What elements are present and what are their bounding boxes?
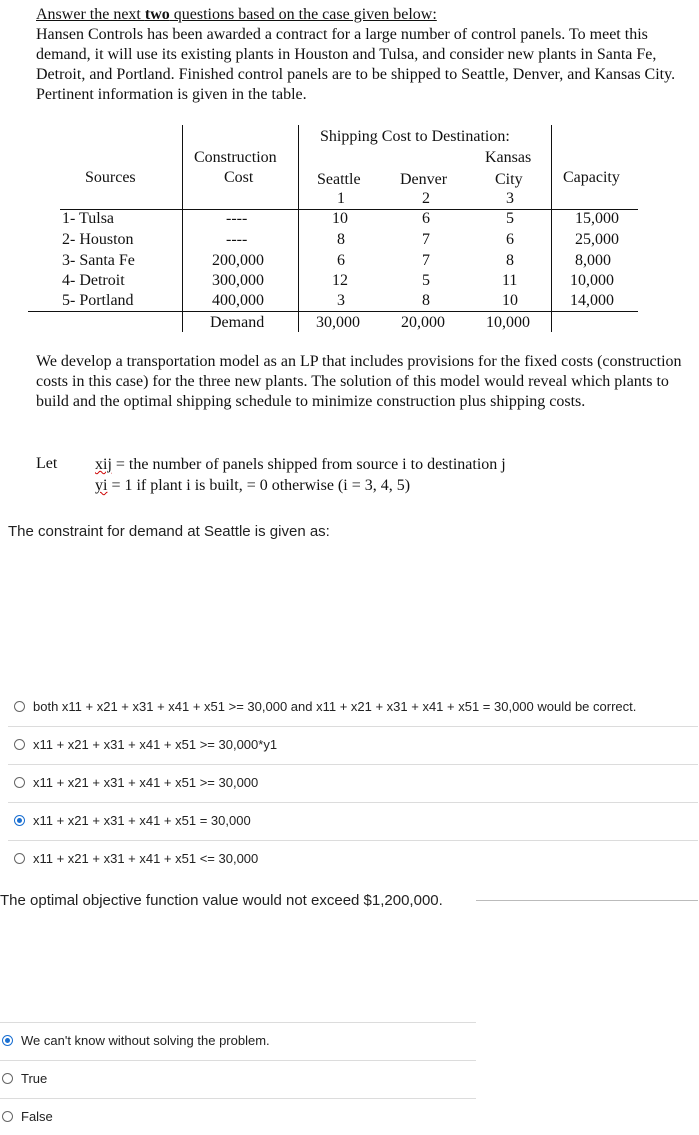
q1-option-5[interactable]: x11 + x21 + x31 + x41 + x51 <= 30,000 xyxy=(14,840,258,877)
radio-button[interactable] xyxy=(14,701,25,712)
cell-cost: 300,000 xyxy=(212,272,264,289)
cell-kansas: 6 xyxy=(506,231,514,248)
definition-x: xij = the number of panels shipped from source i to destination j xyxy=(95,456,506,473)
table-line xyxy=(60,209,638,210)
q1-option-3[interactable]: x11 + x21 + x31 + x41 + x51 >= 30,000 xyxy=(14,764,258,801)
demand-seattle: 30,000 xyxy=(316,314,360,331)
cell-source: 5- Portland xyxy=(62,292,134,309)
radio-button-selected[interactable] xyxy=(14,815,25,826)
header-shipping: Shipping Cost to Destination: xyxy=(320,128,510,145)
case-heading: Answer the next two questions based on the case given below: xyxy=(36,6,437,23)
header-construction-cost: Cost xyxy=(224,169,254,186)
cell-source: 4- Detroit xyxy=(62,272,125,289)
header-kansas-city: City xyxy=(495,171,523,188)
cell-capacity: 10,000 xyxy=(570,272,614,289)
let-label: Let xyxy=(36,455,58,472)
cell-capacity: 14,000 xyxy=(570,292,614,309)
table-line xyxy=(298,125,299,332)
y-symbol: yi xyxy=(95,477,108,494)
q2-option-2[interactable]: True xyxy=(2,1060,47,1097)
cell-source: 1- Tulsa xyxy=(62,210,115,227)
definition-y: yi = 1 if plant i is built, = 0 otherwise (i = 3, 4, 5) xyxy=(95,477,411,494)
radio-button[interactable] xyxy=(14,739,25,750)
cell-cost: ---- xyxy=(226,231,248,248)
header-kansas: Kansas xyxy=(485,149,532,166)
demand-label: Demand xyxy=(210,314,265,331)
question-divider xyxy=(476,900,698,901)
cell-source: 3- Santa Fe xyxy=(62,252,135,269)
table-line xyxy=(182,125,183,332)
question-2-prompt: The optimal objective function value would not exceed $1,200,000. xyxy=(0,892,443,909)
q1-option-2[interactable]: x11 + x21 + x31 + x41 + x51 >= 30,000*y1 xyxy=(14,726,277,763)
radio-button-selected[interactable] xyxy=(2,1035,13,1046)
table-line xyxy=(551,125,552,332)
cell-denver: 6 xyxy=(422,210,430,227)
data-table xyxy=(0,0,699,340)
q1-option-4[interactable]: x11 + x21 + x31 + x41 + x51 = 30,000 xyxy=(14,802,251,839)
model-description: We develop a transportation model as an LP that includes provisions for the fixed costs (construction costs in this case) for the three new plants. The solution of this model would reveal which plants to build and the optimal shipping schedule to minimize construction plus shipping costs. xyxy=(36,353,682,410)
q2-option-1[interactable]: We can't know without solving the problem. xyxy=(2,1022,270,1059)
cell-denver: 5 xyxy=(422,272,430,289)
radio-button[interactable] xyxy=(14,853,25,864)
header-dest-num: 1 xyxy=(337,190,345,207)
header-denver: Denver xyxy=(400,171,448,188)
question-1-prompt: The constraint for demand at Seattle is given as: xyxy=(8,523,330,540)
cell-cost: 200,000 xyxy=(212,252,264,269)
cell-denver: 8 xyxy=(422,292,430,309)
header-capacity: Capacity xyxy=(563,169,620,186)
table-line xyxy=(28,311,638,312)
cell-seattle: 12 xyxy=(332,272,348,289)
q2-option-3[interactable]: False xyxy=(2,1098,53,1135)
header-dest-num: 3 xyxy=(506,190,514,207)
radio-button[interactable] xyxy=(14,777,25,788)
cell-kansas: 11 xyxy=(502,272,518,289)
q1-option-1[interactable]: both x11 + x21 + x31 + x41 + x51 >= 30,000 and x11 + x21 + x31 + x41 + x51 = 30,000 would be correct. xyxy=(14,688,636,725)
cell-capacity: 8,000 xyxy=(575,252,611,269)
option-divider xyxy=(0,1060,476,1061)
cell-seattle: 10 xyxy=(332,210,348,227)
cell-capacity: 25,000 xyxy=(575,231,619,248)
cell-kansas: 5 xyxy=(506,210,514,227)
demand-denver: 20,000 xyxy=(401,314,445,331)
cell-seattle: 8 xyxy=(337,231,345,248)
radio-button[interactable] xyxy=(2,1073,13,1084)
cell-seattle: 6 xyxy=(337,252,345,269)
cell-cost: 400,000 xyxy=(212,292,264,309)
radio-button[interactable] xyxy=(2,1111,13,1122)
demand-kansas: 10,000 xyxy=(486,314,530,331)
cell-kansas: 8 xyxy=(506,252,514,269)
cell-kansas: 10 xyxy=(502,292,518,309)
option-divider xyxy=(0,1098,476,1099)
cell-seattle: 3 xyxy=(337,292,345,309)
cell-source: 2- Houston xyxy=(62,231,134,248)
cell-denver: 7 xyxy=(422,231,430,248)
header-construction: Construction xyxy=(194,149,277,166)
case-intro: Hansen Controls has been awarded a contract for a large number of control panels. To meet this demand, it will use its existing plants in Houston and Tulsa, and consider new plants in Santa Fe, Detroit, and Portland. Finished control panels are to be shipped to Seattle, Denver, and Kansas City. Pertinent information is given in the table. xyxy=(36,26,676,103)
header-seattle: Seattle xyxy=(317,171,361,188)
cell-cost: ---- xyxy=(226,210,248,227)
header-sources: Sources xyxy=(85,169,136,186)
x-symbol: xij xyxy=(95,456,112,473)
header-dest-num: 2 xyxy=(422,190,430,207)
cell-capacity: 15,000 xyxy=(575,210,619,227)
cell-denver: 7 xyxy=(422,252,430,269)
